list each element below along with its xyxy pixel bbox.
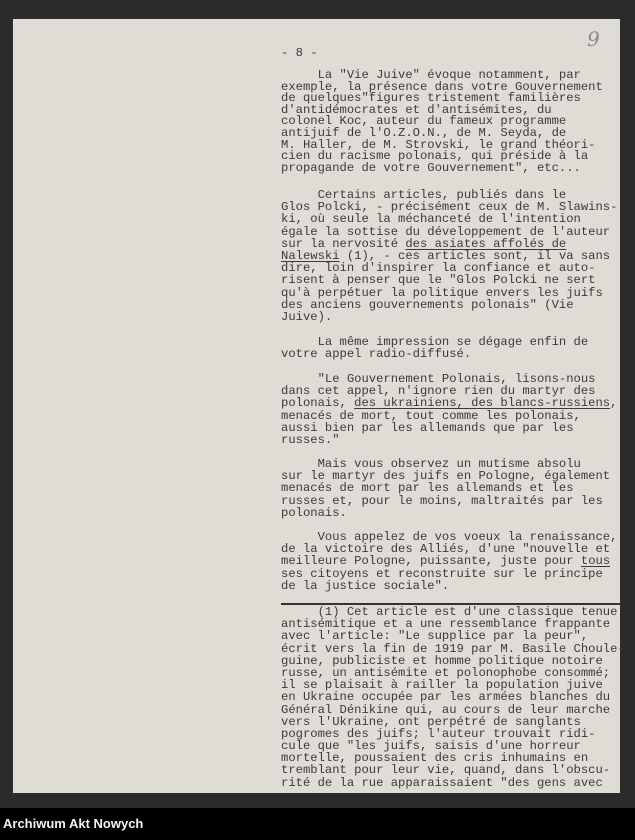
- text: Juive).: [281, 309, 333, 324]
- text: de la justice sociale".: [281, 578, 450, 593]
- archive-name: Archiwum Akt Nowych: [3, 816, 144, 831]
- text: risent à penser que le "Glos Polcki ne sert: [281, 273, 596, 288]
- underlined-text: des asiates affolés de: [405, 236, 567, 251]
- text-line: exemple, la présence dans votre Gouvernement: [281, 79, 603, 94]
- text-line: écrit vers la fin de 1919 par M. Basile Choule-: [281, 641, 625, 656]
- text-line: cule que "les juifs, saisis d'une horreur: [281, 739, 581, 754]
- text-line: [281, 434, 617, 446]
- text: égale la sottise du développement de l'auteur: [281, 224, 611, 239]
- text-line: pogromes des juifs; l'auteur trouvait ridi-: [281, 726, 596, 741]
- handwritten-page-mark: 9: [587, 27, 600, 51]
- text: russes.": [281, 432, 340, 447]
- text-line: polonais.: [281, 505, 347, 520]
- text-line: d'antidémocrates et d'antisémites, du: [281, 102, 552, 117]
- text-line: sur le martyr des juifs en Pologne, également: [281, 469, 611, 484]
- text: polonais,: [281, 396, 355, 411]
- paragraph-1: [281, 70, 603, 174]
- text-line: russes et, pour le moins, maltraités par les: [281, 493, 603, 508]
- underlined-text: Nalewski: [281, 248, 340, 263]
- text: dans cet appel, n'ignore rien du martyr des: [281, 384, 596, 399]
- text: ,: [610, 396, 618, 411]
- text-line: vers l'Ukraine, ont perpétré de sanglants: [281, 714, 581, 729]
- text-line: russe, un antisémite et polonophobe consommé;: [281, 665, 611, 680]
- text: sur la nervosité: [281, 236, 406, 251]
- text-line: menacés de mort par les allemands et les: [281, 481, 574, 496]
- paragraph-5: [281, 458, 610, 519]
- text-line: La même impression se dégage enfin de: [281, 335, 589, 349]
- paragraph-6: [281, 531, 617, 592]
- text: menacés de mort, tout comme les polonais,: [281, 408, 581, 423]
- paragraph-3: [281, 336, 588, 360]
- paragraph-2: [281, 189, 617, 323]
- text-line: [281, 580, 617, 592]
- text: ses citoyens et reconstruite sur le principe: [281, 566, 603, 581]
- text: des anciens gouvernements polonais" (Vie: [281, 297, 574, 312]
- archive-footer: [0, 808, 635, 840]
- text-line: guine, publiciste et homme politique notoire: [281, 653, 603, 668]
- text: Certains articles, publiés dans le: [281, 188, 567, 202]
- text: Vous appelez de vos voeux la renaissance,: [281, 530, 618, 544]
- text-line: antijuif de l'O.Z.O.N., de M. Seyda, de: [281, 125, 567, 140]
- text: de la victoire des Alliés, d'une "nouvelle et: [281, 542, 611, 557]
- text: dire, loin d'inspirer la confiance et auto-: [281, 261, 596, 276]
- text-line: votre appel radio-diffusé.: [281, 347, 472, 362]
- document-page: [13, 19, 625, 793]
- text-line: [281, 311, 617, 323]
- underlined-text: tous: [580, 554, 611, 569]
- text-line: colonel Koc, auteur du fameux programme: [281, 114, 567, 129]
- text-line: M. Haller, de M. Strovski, le grand théori-: [281, 137, 596, 152]
- text-line: propagande de votre Gouvernement", etc...: [281, 160, 581, 175]
- underlined-text: des ukrainiens, des blancs-russiens: [354, 396, 611, 411]
- text-line: La "Vie Juive" évoque notamment, par: [281, 68, 581, 82]
- text-line: il se plaisait à railler la population juive: [281, 678, 603, 693]
- text-line: (1) Cet article est d'une classique tenue: [281, 605, 618, 619]
- text-line: tremblant pour leur vie, quand, dans l'obscu-: [281, 763, 611, 778]
- text: "Le Gouvernement Polonais, lisons-nous: [281, 372, 596, 386]
- text-line: antisémitique et a une ressemblance frappante: [281, 617, 611, 632]
- text-line: rité de la rue apparaissaient "des gens avec: [281, 775, 603, 790]
- text: Glos Polcki, - précisément ceux de M. Slawins-: [281, 200, 618, 215]
- text-line: cien du racisme polonais, qui préside à la: [281, 149, 589, 164]
- text: (1), - ces articles sont, il va sans: [339, 248, 611, 263]
- text: aussi bien par les allemands que par les: [281, 420, 574, 435]
- text-line: Général Dénikine qui, au cours de leur marche: [281, 702, 611, 717]
- text-line: en Ukraine occupée par les armées blanches du: [281, 690, 611, 705]
- paragraph-4: [281, 373, 617, 446]
- page-number: - 8 -: [281, 46, 318, 60]
- footnote: [281, 606, 625, 789]
- text-line: de quelques"figures tristement familières: [281, 91, 581, 106]
- text: qu'à perpétuer la politique envers les juifs: [281, 285, 603, 300]
- text: meilleure Pologne, puissante, juste pour: [281, 554, 581, 569]
- text-line: Mais vous observez un mutisme absolu: [281, 457, 581, 471]
- text: ki, où seule la méchanceté de l'intention: [281, 212, 581, 227]
- text-line: avec l'article: "Le supplice par la peur",: [281, 629, 589, 644]
- text-line: mortelle, poussaient des cris inhumains en: [281, 751, 589, 766]
